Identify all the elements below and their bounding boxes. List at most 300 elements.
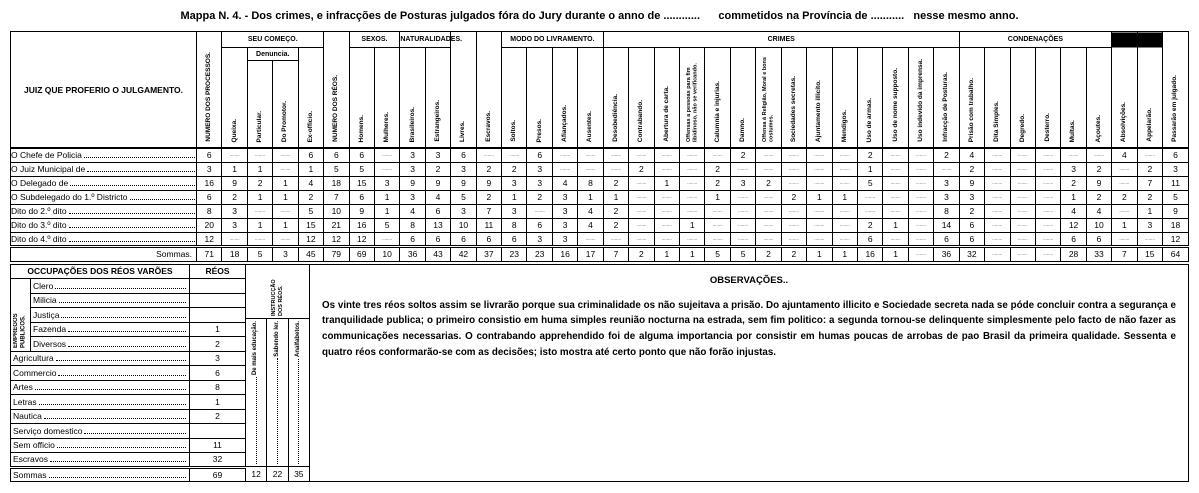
- dotted-leader: [39, 404, 186, 405]
- value-cell: 6: [349, 148, 374, 162]
- group-header-denuncia: Denuncia.: [247, 48, 298, 61]
- absolvicoes-label: Absolvições.: [1120, 101, 1128, 142]
- ex-officio-label: Ex-officio.: [306, 110, 314, 142]
- col-header-afiancados: [552, 48, 577, 149]
- value-cell: [1010, 246, 1035, 261]
- value-cell: [1035, 218, 1060, 232]
- instruction-header-label: INSTRUCÇÃO DOS RÉOS.: [270, 279, 284, 316]
- value-cell: 6: [197, 148, 222, 162]
- value-cell: 6: [1061, 232, 1086, 246]
- value-cell: [1112, 232, 1137, 246]
- occupation-label: Commercio: [11, 366, 190, 381]
- value-cell: 5: [730, 246, 755, 261]
- value-cell: 5: [705, 246, 730, 261]
- value-cell: 1: [247, 218, 272, 232]
- value-cell: 3: [451, 162, 476, 176]
- value-cell: [756, 232, 781, 246]
- value-cell: 2: [1137, 190, 1162, 204]
- value-cell: 2: [425, 162, 450, 176]
- table-row: [11, 176, 1189, 190]
- value-cell: 1: [222, 162, 247, 176]
- value-cell: [730, 232, 755, 246]
- table-row: [11, 148, 1189, 162]
- value-cell: 16: [552, 246, 577, 261]
- value-cell: [781, 162, 806, 176]
- value-cell: [985, 232, 1010, 246]
- occupation-row: [11, 279, 246, 294]
- value-cell: 9: [476, 176, 501, 190]
- group-header-naturalidades: NATURALIDADES.: [400, 32, 451, 48]
- sommas-row: [11, 246, 1189, 261]
- value-cell: 5: [349, 162, 374, 176]
- dotted-leader: [55, 288, 186, 289]
- value-cell: [857, 204, 882, 218]
- passarao-label: Passarão em julgado.: [1171, 75, 1179, 142]
- value-cell: 18: [1163, 218, 1189, 232]
- value-cell: 9: [451, 176, 476, 190]
- value-cell: [985, 218, 1010, 232]
- appelarao-label: Appelarão.: [1145, 108, 1153, 142]
- value-cell: [1035, 204, 1060, 218]
- value-cell: 3: [934, 176, 959, 190]
- value-cell: 1: [298, 162, 323, 176]
- value-cell: [680, 162, 705, 176]
- value-cell: 9: [959, 176, 984, 190]
- value-cell: [552, 162, 577, 176]
- value-cell: [680, 176, 705, 190]
- value-cell: 8: [400, 218, 425, 232]
- table-row: [11, 232, 1189, 246]
- value-cell: [222, 148, 247, 162]
- value-cell: 1: [807, 246, 832, 261]
- value-cell: [781, 218, 806, 232]
- value-cell: 1: [374, 190, 399, 204]
- value-cell: [654, 190, 679, 204]
- mendigos-label: Mendigos.: [840, 109, 848, 142]
- dotted-leader: [69, 213, 195, 214]
- value-cell: [730, 218, 755, 232]
- occupations-header: OCCUPAÇÕES DOS RÉOS VARÕES: [11, 264, 190, 279]
- value-cell: 1: [680, 218, 705, 232]
- value-cell: 8: [578, 176, 603, 190]
- value-cell: 3: [400, 190, 425, 204]
- value-cell: 2: [1086, 162, 1111, 176]
- occupation-label: Clero: [31, 279, 190, 294]
- value-cell: 1: [705, 190, 730, 204]
- value-cell: 12: [197, 232, 222, 246]
- value-cell: 42: [451, 246, 476, 261]
- dotted-leader: [57, 447, 186, 448]
- occupation-row: [11, 453, 246, 468]
- uso-indevido-imprensa-label: Uso indevido da imprensa.: [916, 59, 924, 142]
- value-cell: 6: [527, 218, 552, 232]
- value-cell: 2: [756, 246, 781, 261]
- occupation-value: [190, 424, 246, 439]
- value-cell: 1: [1137, 204, 1162, 218]
- value-cell: 43: [425, 246, 450, 261]
- value-cell: 18: [222, 246, 247, 261]
- value-cell: 69: [349, 246, 374, 261]
- value-cell: 3: [552, 204, 577, 218]
- value-cell: 79: [324, 246, 349, 261]
- value-cell: 10: [451, 218, 476, 232]
- value-cell: 8: [934, 204, 959, 218]
- homens-label: Homens.: [357, 114, 365, 142]
- value-cell: 3: [222, 204, 247, 218]
- value-cell: [1035, 232, 1060, 246]
- occupation-value: 69: [190, 467, 246, 482]
- col-header-degredo: [1010, 48, 1035, 149]
- value-cell: 3: [552, 232, 577, 246]
- dotted-leader: [70, 185, 195, 186]
- value-cell: 6: [476, 232, 501, 246]
- value-cell: 3: [527, 232, 552, 246]
- value-cell: 8: [502, 218, 527, 232]
- value-cell: [985, 162, 1010, 176]
- value-cell: [273, 148, 298, 162]
- value-cell: 2: [476, 162, 501, 176]
- value-cell: [1137, 232, 1162, 246]
- value-cell: 36: [400, 246, 425, 261]
- value-cell: 1: [654, 246, 679, 261]
- value-cell: [654, 148, 679, 162]
- main-table-body: [11, 148, 1189, 261]
- instruction-col-sabendo-ler: [266, 319, 287, 482]
- value-cell: 2: [476, 190, 501, 204]
- analfabetos-label: Analfabetos.: [295, 320, 302, 357]
- value-cell: [1010, 190, 1035, 204]
- dotted-leader: [61, 317, 186, 318]
- value-cell: 7: [1137, 176, 1162, 190]
- value-cell: 2: [959, 204, 984, 218]
- value-cell: 2: [705, 162, 730, 176]
- value-cell: [756, 162, 781, 176]
- col-header-uso-de-nome-supposto: [883, 48, 908, 149]
- col-header-ex-officio: [298, 48, 323, 149]
- value-cell: [705, 148, 730, 162]
- dotted-leader: [58, 375, 186, 376]
- value-cell: [705, 204, 730, 218]
- value-cell: [1061, 148, 1086, 162]
- value-cell: 6: [451, 232, 476, 246]
- value-cell: [1010, 218, 1035, 232]
- value-cell: [934, 162, 959, 176]
- value-cell: 12: [324, 232, 349, 246]
- value-cell: [1137, 148, 1162, 162]
- value-cell: 1: [273, 176, 298, 190]
- dotted-leader: [87, 171, 195, 172]
- value-cell: 1: [654, 176, 679, 190]
- value-cell: 28: [1061, 246, 1086, 261]
- value-cell: [908, 190, 933, 204]
- value-cell: [629, 232, 654, 246]
- value-cell: [247, 204, 272, 218]
- ajuntamento-illicito-label: Ajuntamento illicito.: [815, 79, 823, 142]
- value-cell: 6: [425, 232, 450, 246]
- value-cell: 2: [603, 218, 628, 232]
- value-cell: [807, 218, 832, 232]
- occupation-label: Justiça: [31, 308, 190, 323]
- value-cell: 4: [552, 176, 577, 190]
- particular-label: Particular.: [255, 110, 263, 142]
- value-cell: 4: [578, 204, 603, 218]
- bottom-section: [10, 264, 1189, 483]
- col-header-calumnia-injurias: [705, 48, 730, 149]
- occupation-value: 8: [190, 380, 246, 395]
- col-header-absolvicoes: [1112, 32, 1137, 149]
- value-cell: 5: [374, 218, 399, 232]
- occupation-label: Letras: [11, 395, 190, 410]
- value-cell: [1035, 176, 1060, 190]
- value-cell: [756, 148, 781, 162]
- value-cell: 7: [324, 190, 349, 204]
- value-cell: 5: [451, 190, 476, 204]
- do-promotor-label: Do Promotor.: [281, 100, 289, 142]
- value-cell: [832, 204, 857, 218]
- value-cell: 1: [1061, 190, 1086, 204]
- value-cell: [705, 218, 730, 232]
- value-cell: 10: [324, 204, 349, 218]
- col-header-soltos: [502, 48, 527, 149]
- value-cell: [654, 232, 679, 246]
- value-cell: [883, 204, 908, 218]
- value-cell: 2: [247, 176, 272, 190]
- value-cell: 3: [527, 176, 552, 190]
- value-cell: 5: [1163, 190, 1189, 204]
- value-cell: [680, 190, 705, 204]
- contrabando-label: Contrabando.: [637, 99, 645, 142]
- col-header-offensa-religiao: [756, 48, 781, 149]
- occupation-label: Serviço domestico: [11, 424, 190, 439]
- value-cell: 20: [197, 218, 222, 232]
- reos-header: RÉOS: [190, 264, 246, 279]
- table-row: [11, 190, 1189, 204]
- value-cell: [1010, 148, 1035, 162]
- value-cell: 5: [247, 246, 272, 261]
- value-cell: [832, 148, 857, 162]
- dotted-leader: [277, 358, 278, 464]
- analfabetos-value: 35: [289, 466, 309, 481]
- col-header-prisao-com-trabalho: [959, 48, 984, 149]
- col-header-dita-simples: [985, 48, 1010, 149]
- col-header-numero-reos: [324, 32, 349, 149]
- value-cell: [781, 204, 806, 218]
- value-cell: 2: [502, 162, 527, 176]
- col-header-multas: [1061, 48, 1086, 149]
- value-cell: 3: [959, 190, 984, 204]
- occupation-value: 11: [190, 438, 246, 453]
- sabendo-ler-value: 22: [267, 466, 287, 481]
- afiancados-label: Afiançados.: [561, 105, 569, 142]
- occupation-row: [11, 395, 246, 410]
- offensa-religiao-label: Offensa á Religião, Moral e bons costumes.: [762, 57, 775, 142]
- dotted-leader: [84, 157, 195, 158]
- value-cell: 1: [832, 190, 857, 204]
- value-cell: 4: [400, 204, 425, 218]
- value-cell: [756, 204, 781, 218]
- table-row: [11, 204, 1189, 218]
- value-cell: 6: [349, 190, 374, 204]
- value-cell: [273, 162, 298, 176]
- value-cell: 33: [1086, 246, 1111, 261]
- value-cell: [985, 148, 1010, 162]
- value-cell: [730, 162, 755, 176]
- value-cell: 6: [934, 232, 959, 246]
- value-cell: 6: [959, 232, 984, 246]
- value-cell: 6: [959, 218, 984, 232]
- col-header-contrabando: [629, 48, 654, 149]
- value-cell: [730, 190, 755, 204]
- queixa-label: Queixa.: [230, 118, 238, 142]
- value-cell: 11: [476, 218, 501, 232]
- col-header-uso-de-armas: [857, 48, 882, 149]
- value-cell: [908, 204, 933, 218]
- value-cell: 1: [247, 190, 272, 204]
- value-cell: [273, 232, 298, 246]
- row-label: O Subdelegado do 1.º Districto: [11, 190, 197, 204]
- value-cell: 2: [298, 190, 323, 204]
- presos-label: Presos.: [535, 118, 543, 142]
- escravos-label: Escravos.: [484, 111, 492, 142]
- value-cell: [985, 204, 1010, 218]
- col-header-presos: [527, 48, 552, 149]
- occupations-section: [10, 264, 310, 483]
- value-cell: 71: [197, 246, 222, 261]
- value-cell: 1: [883, 246, 908, 261]
- value-cell: 3: [552, 218, 577, 232]
- value-cell: 6: [1163, 148, 1189, 162]
- occupation-row: [11, 409, 246, 424]
- occupation-label: Milicia: [31, 293, 190, 308]
- value-cell: [680, 232, 705, 246]
- value-cell: [629, 176, 654, 190]
- value-cell: [908, 176, 933, 190]
- value-cell: [222, 232, 247, 246]
- value-cell: [832, 218, 857, 232]
- value-cell: [374, 148, 399, 162]
- col-header-passarao-em-julgado: [1163, 32, 1189, 149]
- estrangeiros-label: Estrangeiros.: [433, 100, 441, 142]
- dotted-leader: [50, 461, 186, 462]
- value-cell: [578, 232, 603, 246]
- value-cell: 2: [629, 246, 654, 261]
- value-cell: [832, 232, 857, 246]
- value-cell: 2: [857, 218, 882, 232]
- value-cell: 45: [298, 246, 323, 261]
- occupation-label: Agricultura: [11, 351, 190, 366]
- value-cell: 9: [1163, 204, 1189, 218]
- value-cell: 2: [527, 190, 552, 204]
- value-cell: 4: [959, 148, 984, 162]
- value-cell: 2: [781, 190, 806, 204]
- livres-label: Livres.: [459, 121, 467, 142]
- occupation-row: [11, 424, 246, 439]
- uso-de-armas-label: Uso de armas.: [866, 97, 874, 142]
- value-cell: 2: [705, 176, 730, 190]
- col-header-sociedades-secretas: [781, 48, 806, 149]
- col-header-mulheres: [374, 48, 399, 149]
- value-cell: 3: [400, 162, 425, 176]
- value-cell: [1112, 162, 1137, 176]
- value-cell: 4: [1112, 148, 1137, 162]
- value-cell: 16: [197, 176, 222, 190]
- dotted-leader: [68, 331, 186, 332]
- value-cell: 2: [756, 176, 781, 190]
- value-cell: [883, 176, 908, 190]
- occupation-value: [190, 279, 246, 294]
- occupation-row: [11, 293, 246, 308]
- offensas-libidinoso-label: Offensas a pessoas para fim libidinoso, não se verificando.: [685, 63, 699, 142]
- value-cell: 1: [578, 190, 603, 204]
- value-cell: [807, 204, 832, 218]
- dotted-leader: [130, 199, 195, 200]
- value-cell: 3: [1061, 162, 1086, 176]
- instruction-col-educacao: [246, 319, 266, 482]
- occupation-value: [190, 308, 246, 323]
- value-cell: 2: [730, 148, 755, 162]
- value-cell: 6: [857, 232, 882, 246]
- value-cell: 2: [934, 148, 959, 162]
- value-cell: 37: [476, 246, 501, 261]
- value-cell: [807, 148, 832, 162]
- value-cell: [374, 162, 399, 176]
- value-cell: [985, 190, 1010, 204]
- value-cell: [247, 232, 272, 246]
- value-cell: 21: [324, 218, 349, 232]
- instruction-panel: [246, 264, 310, 483]
- value-cell: [247, 148, 272, 162]
- value-cell: 2: [222, 190, 247, 204]
- value-cell: 2: [603, 204, 628, 218]
- instruction-col-analfabetos: [288, 319, 309, 482]
- observations-title: OBSERVAÇÕES..: [709, 274, 789, 286]
- value-cell: 6: [451, 148, 476, 162]
- value-cell: [908, 148, 933, 162]
- value-cell: 2: [1112, 190, 1137, 204]
- value-cell: 2: [629, 162, 654, 176]
- occupation-row: [11, 380, 246, 395]
- value-cell: 15: [298, 218, 323, 232]
- value-cell: 1: [247, 162, 272, 176]
- col-header-desterro: [1035, 48, 1060, 149]
- value-cell: 13: [425, 218, 450, 232]
- multas-label: Multas.: [1069, 119, 1077, 142]
- value-cell: 9: [1086, 176, 1111, 190]
- occupation-value: 1: [190, 395, 246, 410]
- value-cell: [1112, 176, 1137, 190]
- col-header-abertura-de-carta: [654, 48, 679, 149]
- col-header-numero-processos: [197, 32, 222, 149]
- value-cell: 23: [502, 246, 527, 261]
- infraccao-posturas-label: Infracção de Posturas.: [942, 72, 950, 142]
- row-label: Dito do 2.º dito: [11, 204, 197, 218]
- value-cell: 3: [934, 190, 959, 204]
- col-header-judge: JUIZ QUE PROFERIO O JULGAMENTO.: [11, 32, 197, 149]
- group-header-seu-comeco: SEU COMEÇO.: [222, 32, 324, 48]
- value-cell: 1: [680, 246, 705, 261]
- value-cell: 6: [197, 190, 222, 204]
- value-cell: [578, 162, 603, 176]
- value-cell: 5: [857, 176, 882, 190]
- col-header-uso-indevido-imprensa: [908, 48, 933, 149]
- value-cell: [908, 218, 933, 232]
- col-header-homens: [349, 48, 374, 149]
- observations-text: Os vinte tres réos soltos assim se livrarão porque sua criminalidade os não sujeitava a prisão. Do ajuntamento illicito e Sociedade secreta nada se póde concluir contra a segurança e tranquilidade publica; o primeiro consistio em huma simples reunião nocturna na estrada, sem fim politico: a segunda tornou-se delinquente simplesmente pelo facto de não fazer as communicações necessarias. O contrabando apprehendido foi de alguma importancia por consistir em humas poucas de arrobas de pao Brasil da primeira qualidade. Sessenta e quatro réos conformarão-se com as decisões; isto mostra até certo ponto que não forão injustas.: [322, 299, 1176, 358]
- value-cell: 6: [527, 148, 552, 162]
- value-cell: [680, 148, 705, 162]
- value-cell: [908, 246, 933, 261]
- value-cell: [781, 176, 806, 190]
